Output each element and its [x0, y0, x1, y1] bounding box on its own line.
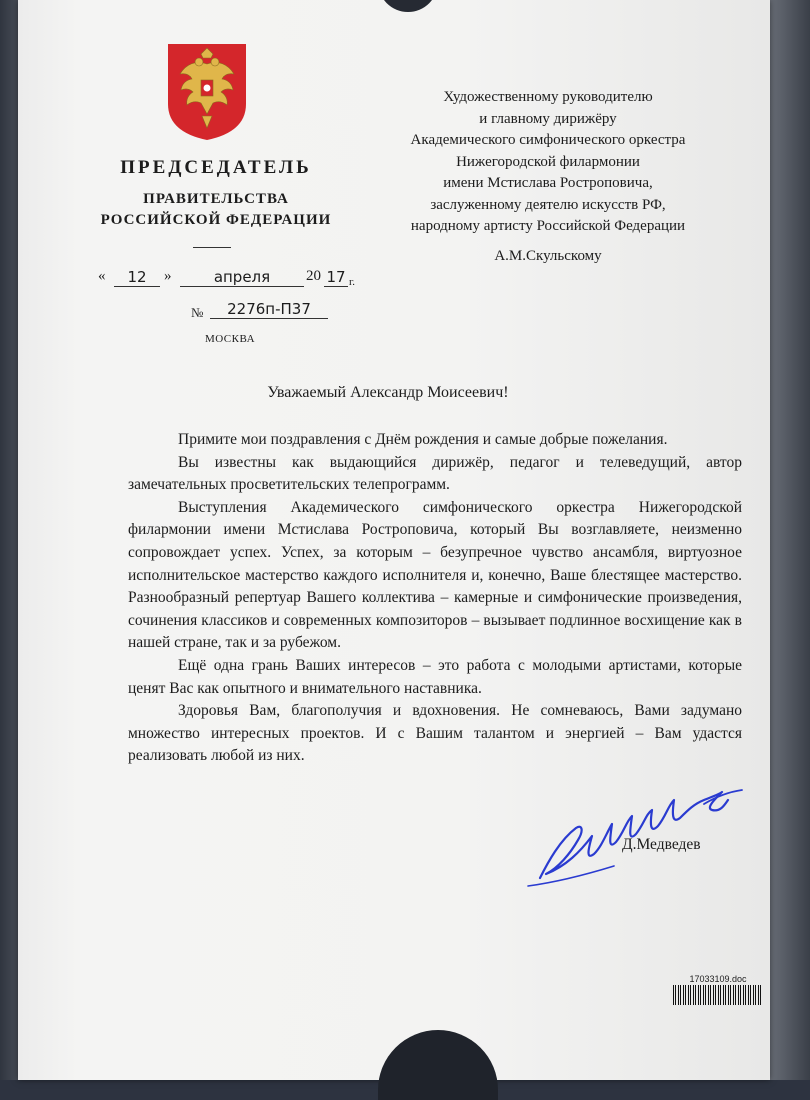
addressee-name: А.М.Скульскому — [494, 247, 602, 264]
addressee-line: и главному дирижёру — [479, 110, 617, 127]
date-month: апреля — [180, 268, 304, 287]
date-year-prefix: 20 — [306, 268, 321, 284]
body-paragraph: Вы известны как выдающийся дирижёр, педагог и телеведущий, автор замечательных просветительских телепрограмм. — [128, 453, 742, 494]
backdrop-left — [0, 0, 20, 1080]
coat-of-arms-emblem — [166, 42, 248, 142]
document-reference — [673, 974, 763, 1006]
addressee-line: имени Мстислава Ростроповича, — [443, 175, 653, 191]
office-title-russian-federation: РОССИЙСКОЙ ФЕДЕРАЦИИ — [100, 212, 332, 228]
addressee-line: народному артисту Российской Федерации — [410, 218, 686, 234]
date-year: 17 — [324, 268, 348, 287]
date-close-quote: » — [164, 268, 172, 284]
body-paragraph: Выступления Академического симфонического оркестра Нижегородской филармонии имени Мстислава Ростроповича, который Вы возглавляете, неизменно сопровождает успех. Успех, за которым – безупречное чувство ансамбля, виртуозное исполнительское мастерство каждого исполнителя и, конечно, Ваше блестящее мастерство. Разнообразный репертуар Вашего коллектива – камерные и симфонические произведения, сочинения классиков и современных композиторов – вызывает подлинное восхищение как в нашей стране, так и за рубежом. — [128, 498, 742, 652]
body-paragraph: Примите мои поздравления с Днём рождения и самые добрые пожелания. — [178, 431, 668, 448]
handwritten-signature — [518, 770, 758, 900]
addressee-line: Нижегородской филармонии — [456, 153, 640, 170]
signer-name: Д.Медведев — [622, 836, 701, 853]
body-paragraph: Ещё одна грань Ваших интересов – это работа с молодыми артистами, которые ценят Вас как опытного и внимательного наставника. — [128, 656, 742, 697]
binder-clip-bottom — [378, 1030, 498, 1100]
date-day: 12 — [114, 268, 160, 287]
binder-clip-top — [378, 0, 438, 12]
body-paragraph: Здоровья Вам, благополучия и вдохновения. Не сомневаюсь, Вами задумано множество интересных проектов. И с Вашим талантом и энергией – Вам удастся реализовать любой из них. — [128, 702, 742, 765]
barcode — [673, 985, 763, 1005]
addressee-line: заслуженному деятелю искусств РФ, — [430, 196, 666, 213]
letter-body — [128, 429, 742, 768]
office-title-chairman: ПРЕДСЕДАТЕЛЬ — [120, 157, 312, 178]
office-title-government: ПРАВИТЕЛЬСТВА — [143, 191, 289, 207]
reference-number: 2276п-П37 — [210, 300, 328, 319]
date-open-quote: « — [98, 268, 106, 284]
doc-file-label: 17033109.doc — [689, 974, 747, 984]
number-sign: № — [191, 305, 204, 320]
addressee-line: Художественному руководителю — [443, 89, 653, 105]
city: МОСКВА — [204, 333, 256, 345]
title-divider — [193, 247, 231, 248]
addressee-block — [348, 87, 748, 267]
addressee-line: Академического симфонического оркестра — [410, 132, 686, 148]
salutation: Уважаемый Александр Моисеевич! — [267, 384, 509, 401]
date-year-abbr: г. — [349, 276, 356, 288]
backdrop-right — [768, 0, 810, 1080]
letter-sheet — [18, 0, 770, 1080]
